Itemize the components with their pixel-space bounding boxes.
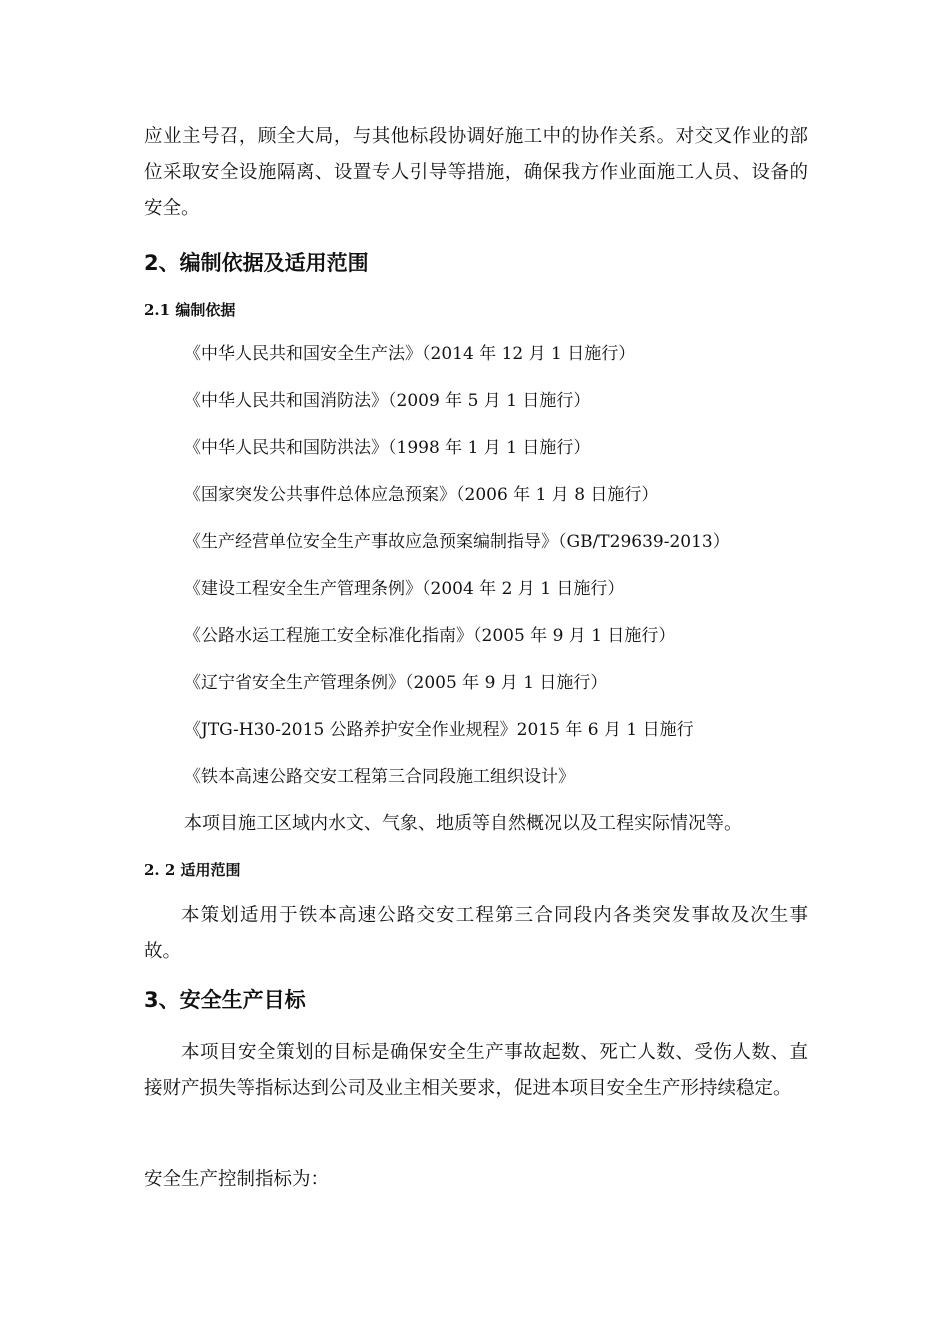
intro-paragraph: 应业主号召，顾全大局，与其他标段协调好施工中的协作关系。对交叉作业的部位采取安全设施隔离、设置专人引导等措施，确保我方作业面施工人员、设备的安全。	[144, 126, 808, 219]
control-indicator-label: 安全生产控制指标为：	[144, 1169, 330, 1190]
reference-item: 《中华人民共和国消防法》（2009 年 5 月 1 日施行）	[184, 391, 591, 411]
reference-item: 本项目施工区域内水文、气象、地质等自然概况以及工程实际情况等。	[184, 813, 742, 834]
reference-item: 《建设工程安全生产管理条例》（2004 年 2 月 1 日施行）	[184, 579, 625, 599]
section-2-2-heading: 2. 2 适用范围	[144, 861, 241, 879]
reference-item: 《铁本高速公路交安工程第三合同段施工组织设计》	[184, 767, 575, 787]
reference-item: 《中华人民共和国安全生产法》（2014 年 12 月 1 日施行）	[184, 344, 636, 364]
section-2-1-heading: 2.1 编制依据	[144, 301, 236, 319]
reference-item: 《中华人民共和国防洪法》（1998 年 1 月 1 日施行）	[184, 438, 591, 458]
target-paragraph: 本项目安全策划的目标是确保安全生产事故起数、死亡人数、受伤人数、直接财产损失等指标达到公司及业主相关要求，促进本项目安全生产形持续稳定。	[144, 1042, 808, 1099]
reference-item: 《生产经营单位安全生产事故应急预案编制指导》（GB/T29639-2013）	[184, 532, 730, 552]
section-2-heading: 2、编制依据及适用范围	[144, 251, 369, 275]
scope-paragraph: 本策划适用于铁本高速公路交安工程第三合同段内各类突发事故及次生事故。	[144, 905, 808, 962]
reference-item: 《辽宁省安全生产管理条例》（2005 年 9 月 1 日施行）	[184, 673, 608, 693]
reference-item: 《国家突发公共事件总体应急预案》（2006 年 1 月 8 日施行）	[184, 485, 659, 505]
section-3-heading: 3、安全生产目标	[144, 988, 306, 1012]
reference-item: 《公路水运工程施工安全标准化指南》（2005 年 9 月 1 日施行）	[184, 626, 676, 646]
reference-item: 《JTG-H30-2015 公路养护安全作业规程》2015 年 6 月 1 日施行	[184, 720, 694, 740]
